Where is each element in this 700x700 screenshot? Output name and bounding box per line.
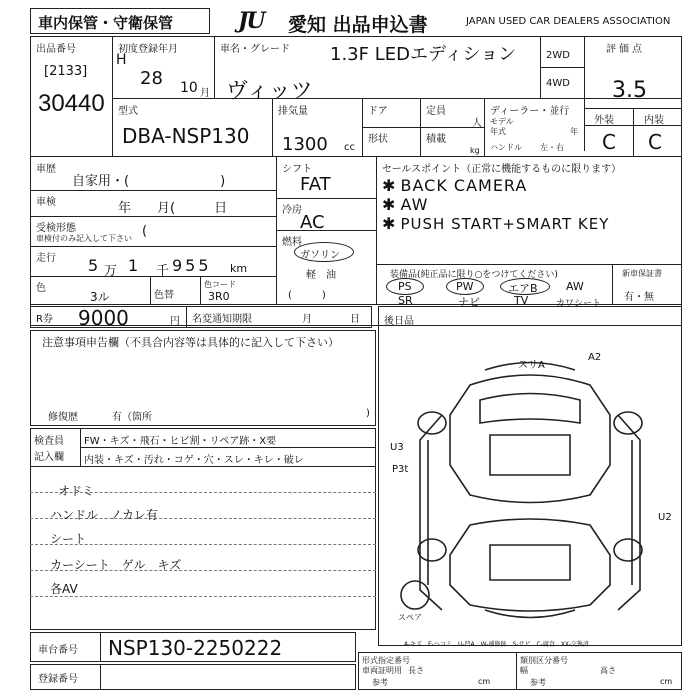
association-name: JAPAN USED CAR DEALERS ASSOCIATION (466, 16, 671, 27)
mark-top: スリA (518, 360, 545, 371)
selling-point-2-text: AW (400, 195, 429, 214)
capacity-unit: 人 (472, 118, 482, 129)
lot-label: 出品番号 (36, 44, 76, 55)
category-cm: cm (660, 677, 673, 686)
interior-grade: C (648, 130, 662, 154)
displacement-label: 排気量 (278, 106, 308, 117)
registration-month: 10 (180, 80, 198, 96)
handle-value: 左・右 (540, 143, 564, 152)
mark-top-right: A2 (588, 352, 602, 363)
name-change-label: 名変通知期限 (192, 314, 252, 325)
inspection-label: 車検 (36, 197, 56, 208)
designation-length: 長さ (408, 666, 424, 675)
color-code: 3R0 (208, 290, 230, 303)
acceptance-value: ( (142, 224, 148, 239)
load-label: 積載 (426, 134, 446, 145)
ju-logo-text: JU (238, 8, 264, 34)
ju-logo (238, 8, 286, 34)
score-value: 3.5 (612, 78, 647, 103)
designation-cm: cm (478, 677, 491, 686)
inspector-note-2: ハンドル ノカレ有 (50, 508, 158, 522)
exterior-label: 外装 (594, 115, 614, 126)
mileage-sen: 1 (128, 256, 139, 275)
fuel-gasoline: ガソリン (300, 250, 340, 261)
inspector-note-5: 各AV (50, 582, 78, 596)
selling-point-1-text: BACK CAMERA (400, 176, 528, 195)
shape-label: 形状 (368, 134, 388, 145)
displacement-value: 1300 (282, 134, 328, 155)
color-change-label: 色替 (154, 290, 174, 301)
ac-label: 冷房 (282, 205, 302, 216)
dealer-label: ディーラー・並行 (490, 106, 570, 117)
storage-label: 車内保管・守衛保管 (38, 14, 174, 32)
model-code-label: 型式 (118, 106, 138, 117)
model-code-value: DBA-NSP130 (122, 124, 250, 148)
inspector-row-1: FW・キズ・飛石・ヒビ割・リペア跡・X要 (84, 436, 277, 447)
drive-2wd: 2WD (546, 50, 570, 61)
inspector-row-2: 内装・キズ・汚れ・コゲ・穴・スレ・キレ・破レ (84, 455, 304, 466)
repair-close: ) (366, 408, 370, 419)
dealer-year-label: 年式 (490, 127, 506, 136)
rear-seat-label: 後日品 (384, 316, 414, 327)
name-change-month: 月 (302, 314, 312, 325)
equip-seat: カワシート (556, 299, 602, 309)
registration-year: 28 (140, 68, 163, 89)
color-value: 3ル (90, 290, 110, 304)
chassis-label: 車台番号 (38, 645, 78, 656)
plate-label: 登録番号 (38, 674, 78, 685)
equip-ps: PS (398, 280, 412, 293)
handle-label: ハンドル (490, 143, 522, 152)
capacity-label: 定員 (426, 106, 446, 117)
chassis-value: NSP130-2250222 (108, 636, 283, 660)
acceptance-note: 車検付のみ記入して下さい (36, 234, 132, 243)
history-label: 車歴 (36, 164, 56, 175)
inspector-label-1: 検査員 (34, 436, 64, 447)
category-label-1: 類別区分番号 (520, 656, 568, 665)
equip-airbag: エアB (508, 282, 538, 295)
registration-era: H (116, 52, 127, 68)
repair-label: 修復歴 (48, 412, 78, 423)
lot-sub-number: [2133] (44, 64, 88, 79)
selling-point-2 (382, 195, 428, 214)
model-grade: 1.3F LEDエディション (330, 44, 517, 65)
doors-label: ドア (368, 106, 388, 117)
model-name: ヴィッツ (226, 79, 313, 104)
color-label: 色 (36, 283, 46, 294)
load-unit: kg (470, 146, 480, 155)
fuel-label: 燃料 (282, 237, 302, 248)
fuel-diesel: 軽 油 (306, 270, 336, 281)
mileage-unit: km (230, 262, 248, 275)
designation-label-1: 形式指定番号 (362, 656, 410, 665)
drive-4wd: 4WD (546, 78, 570, 89)
color-code-label: 色コード (204, 280, 236, 289)
interior-label: 内装 (644, 115, 664, 126)
exterior-grade: C (602, 130, 616, 154)
damage-legend: A-キズ E-ヘコミ U-凹A W-補修跡 S-サビ C-腐食 XX-交換済 (404, 641, 589, 648)
category-ref: 参考 (530, 678, 546, 687)
mark-left-1: U3 (390, 442, 404, 453)
equipment-label: 装備品(純正品に限り○をつけてください) (390, 270, 558, 280)
plate-box (30, 664, 356, 690)
fuel-other: ( ) (288, 290, 326, 301)
displacement-unit: cc (344, 142, 355, 153)
car-diagram (380, 345, 680, 635)
dealer-model-label: モデル (490, 117, 514, 126)
selling-point-1 (382, 176, 527, 195)
model-name-label: 車名・グレード (220, 44, 290, 55)
name-change-day: 日 (350, 314, 360, 325)
mileage-label: 走行 (36, 253, 56, 264)
shift-label: シフト (282, 164, 312, 175)
designation-label-2: 車両証明用 (362, 666, 402, 675)
mark-right: U2 (658, 512, 672, 523)
ac-value: AC (300, 212, 325, 233)
selling-point-2-bullet: ✱ (382, 195, 401, 214)
registration-label: 初度登録年月 (118, 44, 178, 55)
selling-point-1-bullet: ✱ (382, 176, 401, 195)
inspector-note-1: オドミ (58, 484, 95, 498)
shift-value: FAT (300, 174, 331, 195)
recycle-label: R券 (36, 314, 53, 325)
inspection-value: 年 月( 日 (118, 201, 228, 216)
mileage-sen-unit: 千 (156, 264, 170, 279)
selling-point-3-text: PUSH START+SMART KEY (400, 215, 610, 233)
inspector-label-2: 記入欄 (34, 452, 64, 463)
designation-ref: 参考 (372, 678, 388, 687)
equip-pw: PW (456, 280, 474, 293)
equip-sr: SR (398, 294, 413, 307)
form-title: 愛知 出品申込書 (288, 14, 428, 36)
category-height: 高さ (600, 666, 616, 675)
inspector-note-4: カーシート ゲル キズ (50, 558, 182, 572)
notes-label: 注意事項申告欄（不具合内容等は具体的に記入して下さい） (42, 336, 339, 349)
inspector-note-3: シート (50, 532, 87, 546)
acceptance-label: 受検形態 (36, 223, 76, 234)
equip-aw: AW (566, 280, 584, 293)
registration-month-unit: 月 (200, 88, 210, 99)
category-label-2: 幅 (520, 666, 528, 675)
selling-points-label: セールスポイント（正常に機能するものに限ります） (382, 164, 622, 175)
repair-value: 有（箇所 (112, 412, 152, 423)
mileage-rest: 955 (172, 256, 212, 275)
lot-number: 30440 (38, 90, 105, 117)
mileage-man-unit: 万 (104, 264, 118, 279)
score-label: 評価点 (606, 44, 645, 55)
equip-navi: ナビ (458, 296, 480, 309)
recycle-value: 9000 (78, 306, 129, 330)
mileage-man: 5 (88, 256, 99, 275)
history-value: 自家用・( ) (72, 174, 226, 189)
equip-tv: TV (514, 294, 529, 307)
selling-point-3-bullet: ✱ (382, 214, 401, 233)
selling-point-3 (382, 214, 609, 233)
spare-label: スペア (398, 613, 422, 622)
mark-left-2: P3t (392, 464, 409, 475)
warranty-label: 新車保証書 (622, 269, 662, 278)
warranty-value: 有・無 (624, 292, 654, 303)
recycle-unit: 円 (170, 316, 180, 327)
dealer-year-unit: 年 (570, 127, 578, 136)
